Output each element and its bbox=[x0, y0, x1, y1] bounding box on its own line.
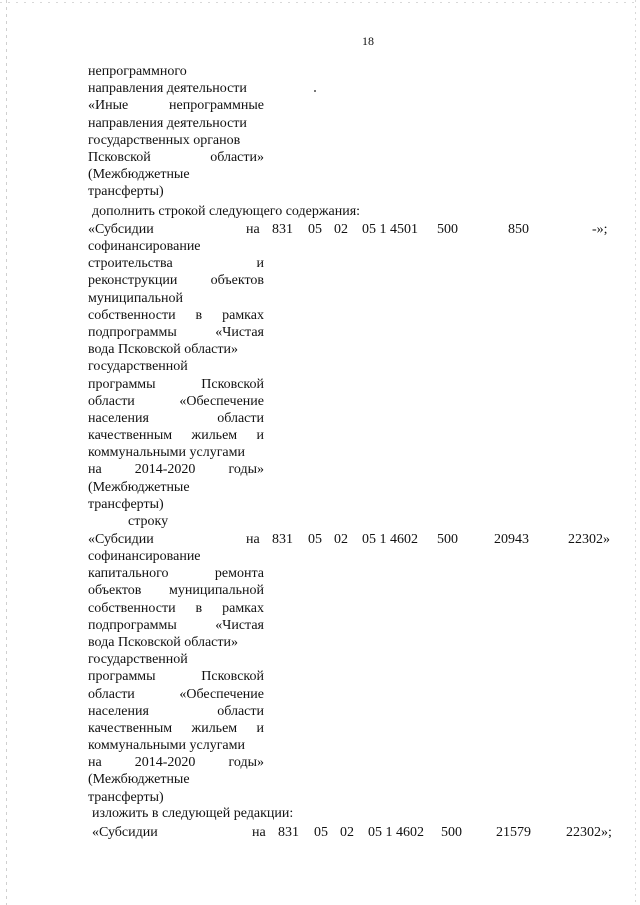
text-word: населения bbox=[88, 410, 149, 426]
text-line bbox=[88, 461, 264, 478]
text-word: 2014-2020 bbox=[134, 462, 196, 478]
text-word: в bbox=[195, 600, 203, 616]
text-line bbox=[88, 132, 264, 149]
text-line bbox=[88, 166, 264, 183]
scan-edge-left bbox=[6, 0, 7, 905]
text-word: государственной bbox=[88, 652, 188, 668]
text-word: (Межбюджетные bbox=[88, 167, 190, 183]
text-word: области bbox=[217, 703, 264, 719]
text-word: 2014-2020 bbox=[134, 755, 196, 771]
text-word: и bbox=[256, 256, 264, 272]
code-target-item: 05 1 4602 bbox=[368, 825, 424, 840]
code-subsection: 02 bbox=[340, 825, 354, 840]
text-block-row-1-description bbox=[88, 238, 264, 513]
text-line bbox=[88, 376, 264, 393]
text-line bbox=[88, 115, 264, 132]
code-target-item: 05 1 4501 bbox=[362, 222, 418, 237]
text-word: области bbox=[88, 393, 135, 409]
text-line bbox=[88, 80, 264, 97]
text-line bbox=[88, 63, 264, 80]
text-word: собственности bbox=[88, 600, 176, 616]
text-word: подпрограммы bbox=[88, 617, 177, 633]
text-word: объектов bbox=[210, 273, 264, 289]
text-line bbox=[88, 651, 264, 668]
text-line bbox=[88, 617, 264, 634]
text-word: Псковской bbox=[88, 149, 151, 165]
scan-edge-top bbox=[0, 2, 640, 3]
text-word: качественным bbox=[88, 720, 173, 736]
text-word: вода Псковской области» bbox=[88, 342, 238, 358]
code-expense-type: 500 bbox=[437, 532, 458, 547]
text-word: «Иные bbox=[88, 98, 129, 114]
code-section: 05 bbox=[314, 825, 328, 840]
instruction-line: строку bbox=[128, 514, 169, 529]
text-line bbox=[88, 324, 264, 341]
code-expense-type: 500 bbox=[441, 825, 462, 840]
text-word: (Межбюджетные bbox=[88, 479, 190, 495]
text-word: качественным bbox=[88, 428, 173, 444]
text-line bbox=[88, 479, 264, 496]
scan-edge-right bbox=[635, 0, 636, 905]
row-na: на bbox=[246, 222, 260, 237]
text-line bbox=[88, 771, 264, 788]
text-word: направления деятельности bbox=[88, 115, 247, 131]
text-word: и bbox=[256, 428, 264, 444]
code-ministry: 831 bbox=[278, 825, 299, 840]
text-word: муниципальной bbox=[88, 290, 184, 306]
scan-speck bbox=[314, 90, 316, 92]
text-word: области bbox=[88, 686, 135, 702]
text-word: собственности bbox=[88, 307, 176, 323]
text-line bbox=[88, 393, 264, 410]
text-word: «Чистая bbox=[215, 617, 264, 633]
text-word: жильем bbox=[191, 720, 238, 736]
text-word: муниципальной bbox=[168, 583, 264, 599]
text-word: области bbox=[217, 410, 264, 426]
text-word: коммунальными услугами bbox=[88, 445, 246, 461]
text-line bbox=[88, 496, 264, 513]
text-word: софинансирование bbox=[88, 549, 201, 564]
code-ministry: 831 bbox=[272, 532, 293, 547]
text-word: «Обеспечение bbox=[179, 686, 264, 702]
text-line bbox=[88, 789, 264, 806]
text-word: и bbox=[256, 720, 264, 736]
text-word: рамках bbox=[222, 307, 264, 323]
text-line bbox=[88, 686, 264, 703]
amount-1: 21579 bbox=[496, 825, 531, 840]
text-block-previous-entry bbox=[88, 63, 264, 201]
row-description-start: «Субсидии bbox=[92, 825, 158, 840]
code-subsection: 02 bbox=[334, 532, 348, 547]
code-section: 05 bbox=[308, 222, 322, 237]
code-target-item: 05 1 4602 bbox=[362, 532, 418, 547]
text-word: трансферты) bbox=[88, 789, 164, 805]
row-na: на bbox=[252, 825, 266, 840]
code-section: 05 bbox=[308, 532, 322, 547]
text-word: жильем bbox=[191, 428, 238, 444]
text-word: населения bbox=[88, 703, 149, 719]
text-line bbox=[88, 565, 264, 582]
row-description-start: «Субсидии bbox=[88, 222, 154, 237]
code-expense-type: 500 bbox=[437, 222, 458, 237]
text-line bbox=[88, 272, 264, 289]
text-word: программы bbox=[88, 376, 156, 392]
text-word: «Обеспечение bbox=[179, 393, 264, 409]
text-word: софинансирование bbox=[88, 239, 201, 254]
text-line bbox=[88, 149, 264, 166]
text-word: направления деятельности bbox=[88, 81, 247, 97]
text-line bbox=[88, 358, 264, 375]
row-na: на bbox=[246, 532, 260, 547]
text-word: государственных органов bbox=[88, 132, 241, 148]
text-line bbox=[88, 600, 264, 617]
text-word: реконструкции bbox=[88, 273, 178, 289]
text-line bbox=[88, 97, 264, 114]
text-line bbox=[88, 582, 264, 599]
text-word: на bbox=[88, 462, 102, 478]
text-line bbox=[88, 183, 264, 200]
text-word: подпрограммы bbox=[88, 324, 177, 340]
text-line bbox=[88, 341, 264, 358]
text-line bbox=[88, 238, 264, 255]
text-word: трансферты) bbox=[88, 496, 164, 512]
text-word: на bbox=[88, 755, 102, 771]
text-word: годы» bbox=[228, 462, 264, 478]
text-line bbox=[88, 548, 264, 565]
text-word: «Чистая bbox=[215, 324, 264, 340]
text-line bbox=[88, 255, 264, 272]
text-line bbox=[88, 290, 264, 307]
text-word: капитального bbox=[88, 566, 169, 582]
text-line bbox=[88, 754, 264, 771]
amount-1: 20943 bbox=[494, 532, 529, 547]
text-word: (Межбюджетные bbox=[88, 772, 190, 788]
text-line bbox=[88, 720, 264, 737]
text-word: Псковской bbox=[201, 669, 264, 685]
code-ministry: 831 bbox=[272, 222, 293, 237]
text-word: ремонта bbox=[214, 566, 264, 582]
text-line bbox=[88, 307, 264, 324]
text-word: государственной bbox=[88, 359, 188, 375]
amount-2: -»; bbox=[592, 222, 608, 237]
text-word: области» bbox=[210, 149, 264, 165]
text-word: в bbox=[195, 307, 203, 323]
text-line bbox=[88, 444, 264, 461]
text-word: строительства bbox=[88, 256, 173, 272]
text-line bbox=[88, 634, 264, 651]
amount-2: 22302»; bbox=[566, 825, 612, 840]
page-number: 18 bbox=[362, 34, 374, 48]
text-word: годы» bbox=[228, 755, 264, 771]
row-description-start: «Субсидии bbox=[88, 532, 154, 547]
instruction-restate: изложить в следующей редакции: bbox=[92, 806, 294, 821]
text-word: трансферты) bbox=[88, 184, 164, 200]
text-line bbox=[88, 668, 264, 685]
text-word: непрограммные bbox=[169, 98, 264, 114]
text-line bbox=[88, 703, 264, 720]
text-line bbox=[88, 427, 264, 444]
amount-1: 850 bbox=[508, 222, 529, 237]
text-word: объектов bbox=[88, 583, 142, 599]
text-word: коммунальными услугами bbox=[88, 738, 246, 754]
text-word: программы bbox=[88, 669, 156, 685]
instruction-add-line: дополнить строкой следующего содержания: bbox=[92, 204, 361, 219]
text-word: вода Псковской области» bbox=[88, 634, 238, 650]
amount-2: 22302» bbox=[568, 532, 610, 547]
text-line bbox=[88, 410, 264, 427]
text-word: Псковской bbox=[201, 376, 264, 392]
text-block-row-2-description bbox=[88, 548, 264, 806]
text-line bbox=[88, 737, 264, 754]
code-subsection: 02 bbox=[334, 222, 348, 237]
text-word: рамках bbox=[222, 600, 264, 616]
text-word: непрограммного bbox=[88, 64, 187, 79]
